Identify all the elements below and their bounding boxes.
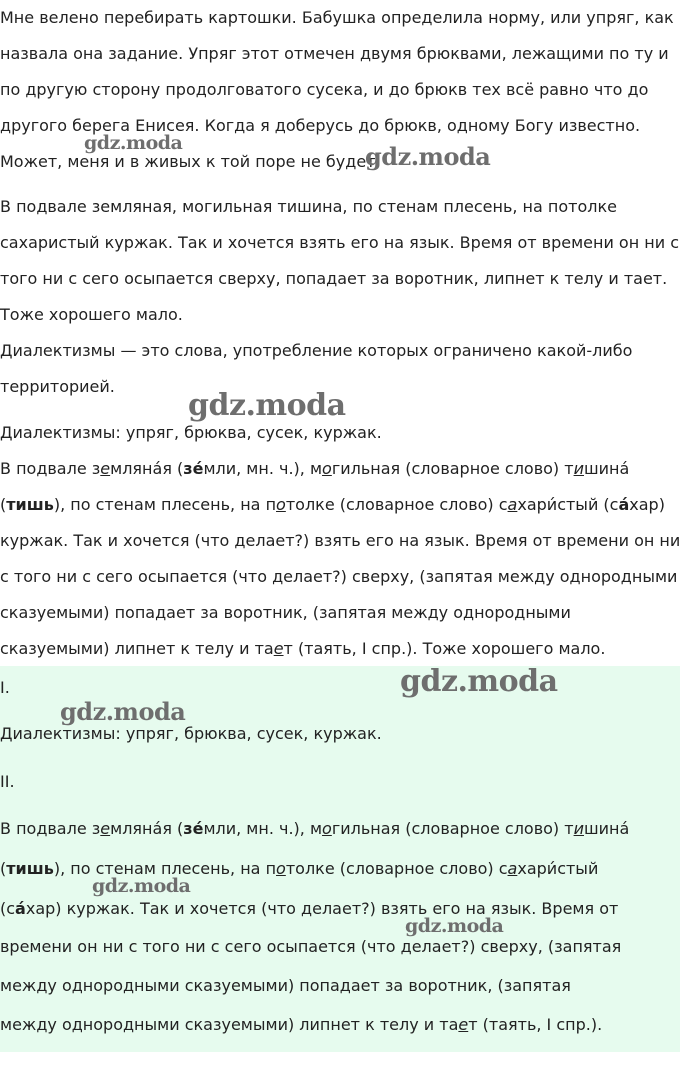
- answer-line: времени он ни с того ни с сего осыпается (что делает?) сверху, (запятая: [0, 937, 622, 956]
- analysis-line: В подвале земляна́я (зе́мли, мн. ч.), могильная (словарное слово) тишина́: [0, 459, 630, 478]
- section-label-1: I.: [0, 678, 10, 697]
- text-line: того ни с сего осыпается сверху, попадает за воротник, липнет к телу и тает.: [0, 269, 668, 288]
- answer-line: между однородными сказуемыми) липнет к телу и тает (таять, I спр.).: [0, 1015, 603, 1034]
- text-line: Тоже хорошего мало.: [0, 305, 183, 324]
- watermark: gdz.moda: [400, 664, 558, 699]
- text-line: назвала она задание. Упряг этот отмечен двумя брюквами, лежащими по ту и: [0, 44, 669, 63]
- definition-line: территорией.: [0, 377, 115, 396]
- watermark: gdz.moda: [92, 875, 191, 897]
- watermark: gdz.moda: [188, 388, 346, 423]
- analysis-line: сказуемыми) попадает за воротник, (запятая между однородными: [0, 603, 571, 622]
- answer-line: между однородными сказуемыми) попадает за воротник, (запятая: [0, 976, 571, 995]
- answer-line: (са́хар) куржак. Так и хочется (что делает?) взять его на язык. Время от: [0, 899, 619, 918]
- answer-line: (тишь), по стенам плесень, на потолке (словарное слово) сахари́стый: [0, 859, 599, 878]
- analysis-line: (тишь), по стенам плесень, на потолке (словарное слово) сахари́стый (са́хар): [0, 495, 665, 514]
- text-line: Мне велено перебирать картошки. Бабушка определила норму, или упряг, как: [0, 8, 674, 27]
- text-line: Может, меня и в живых к той поре не будет.: [0, 152, 381, 171]
- definition-line: Диалектизмы — это слова, употребление которых ограничено какой-либо: [0, 341, 633, 360]
- dialect-list: Диалектизмы: упряг, брюква, сусек, куржак.: [0, 423, 382, 442]
- text-line: сахаристый куржак. Так и хочется взять его на язык. Время от времени он ни с: [0, 233, 679, 252]
- text-line: по другую сторону продолговатого сусека, и до брюкв тех всё равно что до: [0, 80, 649, 99]
- watermark: gdz.moda: [405, 915, 504, 937]
- analysis-line: сказуемыми) липнет к телу и тает (таять, I спр.). Тоже хорошего мало.: [0, 639, 606, 658]
- analysis-line: куржак. Так и хочется (что делает?) взять его на язык. Время от времени он ни: [0, 531, 680, 550]
- dialect-list-answer: Диалектизмы: упряг, брюква, сусек, куржак.: [0, 724, 382, 743]
- section-label-2: II.: [0, 772, 15, 791]
- text-line: В подвале земляная, могильная тишина, по стенам плесень, на потолке: [0, 197, 617, 216]
- answer-line: В подвале земляна́я (зе́мли, мн. ч.), могильная (словарное слово) тишина́: [0, 819, 630, 838]
- watermark: gdz.moda: [60, 697, 186, 726]
- analysis-line: с того ни с сего осыпается (что делает?) сверху, (запятая между однородными: [0, 567, 678, 586]
- watermark: gdz.moda: [84, 132, 183, 154]
- text-line: другого берега Енисея. Когда я доберусь до брюкв, одному Богу известно.: [0, 116, 641, 135]
- watermark: gdz.moda: [365, 142, 491, 171]
